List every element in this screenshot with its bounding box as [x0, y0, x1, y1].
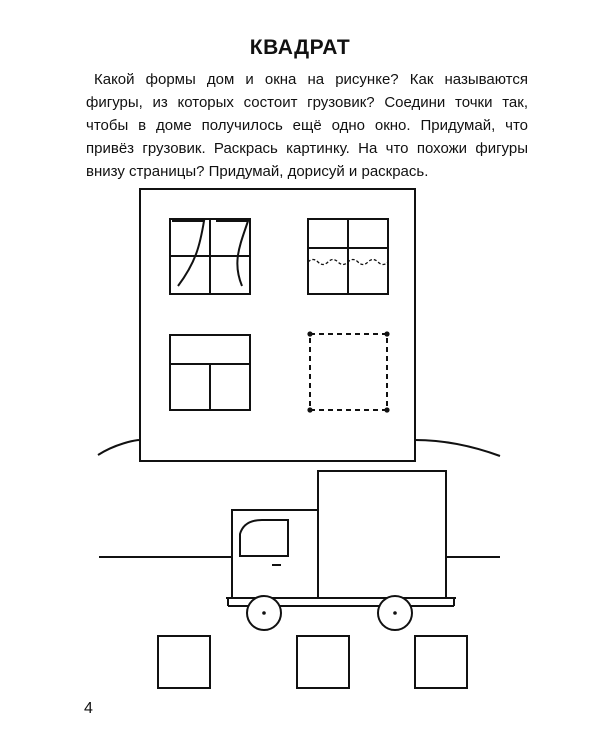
connect-dot[interactable]: [384, 407, 389, 412]
window-plain[interactable]: [170, 335, 250, 410]
window-with-valance[interactable]: [308, 219, 388, 294]
truck-cab-window: [240, 520, 288, 556]
truck[interactable]: [226, 471, 456, 630]
page-number: 4: [84, 700, 93, 717]
truck-cargo-box[interactable]: [318, 471, 446, 598]
page-title: КВАДРАТ: [249, 36, 351, 59]
connect-dot[interactable]: [384, 331, 389, 336]
connect-dot[interactable]: [307, 407, 312, 412]
ground-hill-line: [98, 440, 500, 456]
window-with-curtains[interactable]: [170, 219, 250, 294]
truck-cab[interactable]: [232, 510, 318, 598]
dotted-window-outline[interactable]: [307, 331, 389, 412]
truck-rear-wheel[interactable]: [378, 596, 412, 630]
house-square[interactable]: [140, 189, 415, 461]
truck-front-wheel[interactable]: [247, 596, 281, 630]
left-curtain-icon: [172, 221, 204, 286]
right-curtain-icon: [216, 221, 248, 286]
instructions-text: Какой формы дом и окна на рисунке? Как называются фигуры, из которых состоит грузовик? Соедини точки так, чтобы в доме получилось ещё одно окно. Придумай, что привёз грузовик. Раскрась картинку. На что похожи фигуры внизу страницы? Придумай, дорисуй и раскрась.: [86, 71, 528, 180]
bottom-square[interactable]: [158, 636, 210, 688]
bottom-square[interactable]: [415, 636, 467, 688]
bottom-square[interactable]: [297, 636, 349, 688]
connect-dot[interactable]: [307, 331, 312, 336]
